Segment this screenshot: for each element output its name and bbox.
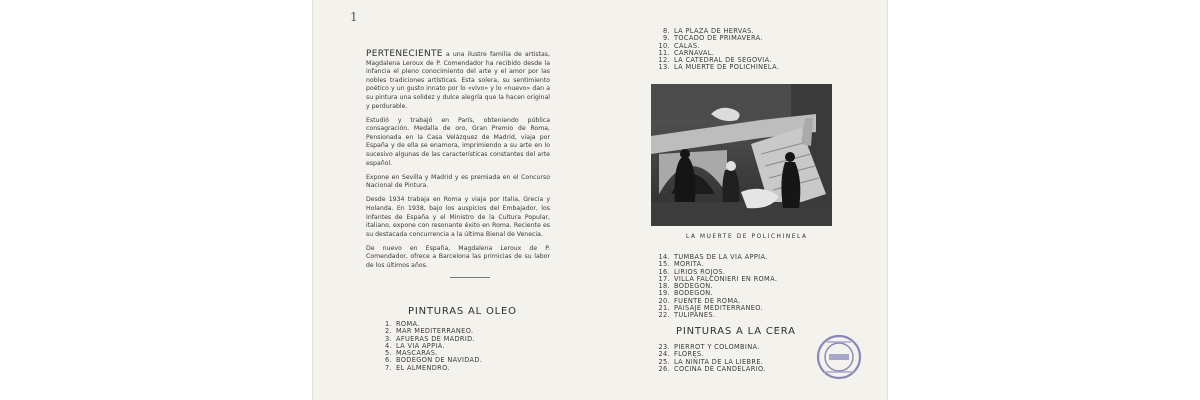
intro-paragraph-1-text: a una ilustre familia de artistas, Magdalena Leroux de P. Comendador ha recibido desde la infancia el pleno conocimiento del arte y el amor por las nobles tradiciones artísticas. Esta solera, su sentimiento poético y un gusto innato por lo «vivo» y lo «nuevo» dan a su pintura una solidez y dulce alegría que la hacen original y perdurable. (366, 51, 550, 110)
item-number: 10. (658, 41, 670, 50)
item-number: 3. (385, 334, 392, 343)
painting-image (651, 84, 832, 226)
item-title: AFUERAS DE MADRID. (396, 334, 476, 343)
item-number: 18. (658, 282, 670, 291)
item-number: 8. (663, 27, 670, 35)
item-number: 17. (658, 274, 670, 283)
intro-paragraph-2: Estudió y trabajó en París, obteniendo pública consagración. Medalla de oro, Gran Premio de Roma, Pensionada en la Casa Velázquez de Madrid, viaja por España y de ella se enamora, imprimiendo a su arte en lo sucesivo algunas de las características constantes del arte español. (366, 116, 550, 167)
item-number: 13. (658, 63, 670, 72)
intro-paragraph-3: Expone en Sevilla y Madrid y es premiada en el Concurso Nacional de Pintura. (366, 173, 550, 190)
item-title: LIRIOS ROJOS. (674, 267, 726, 276)
item-title: TUMBAS DE LA VIA APPIA. (674, 253, 768, 261)
painting-photo (651, 84, 832, 226)
item-title: PAISAJE MEDITERRANEO. (674, 304, 763, 313)
item-title: LA MUERTE DE POLICHINELA. (674, 63, 780, 72)
oleo-list-continued-b (656, 254, 777, 320)
section-heading-cera: PINTURAS A LA CERA (676, 326, 796, 337)
intro-paragraph-5: De nuevo en España, Magdalena Leroux de P. Comendador, ofrece a Barcelona las primicias de su labor de los últimos años. (366, 244, 550, 270)
item-number: 9. (663, 34, 670, 43)
item-number: 4. (385, 341, 392, 350)
painting-list-item (656, 312, 777, 319)
item-title: MASCARAS. (396, 349, 438, 358)
item-title: CARNAVAL. (674, 48, 715, 57)
item-title: CALAS. (674, 41, 700, 50)
item-title: TOCADO DE PRIMAVERA. (674, 34, 763, 43)
item-title: LA VIA APPIA. (396, 341, 445, 350)
item-number: 7. (385, 363, 392, 372)
item-title: FLORES. (674, 350, 704, 359)
intro-dropcap-word: PERTENECIENTE (366, 49, 443, 59)
item-number: 5. (385, 349, 392, 358)
photo-caption: LA MUERTE DE POLICHINELA (686, 234, 808, 240)
item-number: 1. (385, 320, 392, 328)
item-number: 6. (385, 356, 392, 365)
item-number: 14. (658, 253, 670, 261)
library-stamp-icon (815, 333, 863, 381)
item-title: LA CATEDRAL DE SEGOVIA. (674, 56, 772, 65)
intro-paragraph-1 (366, 50, 550, 111)
item-number: 24. (658, 350, 670, 359)
item-title: FUENTE DE ROMA. (674, 296, 741, 305)
cera-list (656, 344, 766, 373)
item-title: LA NIÑITA DE LA LIEBRE. (674, 357, 764, 366)
item-title: COCINA DE CANDELARIO. (674, 364, 766, 373)
painting-list-item (656, 64, 779, 71)
intro-paragraph-4: Desde 1934 trabaja en Roma y viaja por Italia, Grecia y Holanda. En 1938, bajo los auspicios del Embajador, los Infantes de España y el Ministro de la Cultura Popular, italiano, expone con resonante éxito en Roma. Reciente es su destacada concurrencia a la última Bienal de Venecia. (366, 196, 550, 238)
item-title: TULIPANES. (674, 311, 716, 320)
item-title: MORITA. (674, 260, 704, 269)
item-title: BODEGON. (674, 289, 713, 298)
item-title: VILLA FALCONIERI EN ROMA. (674, 274, 778, 283)
oleo-list-continued-a (656, 28, 779, 72)
item-number: 19. (658, 289, 670, 298)
item-title: BODEGON. (674, 282, 713, 291)
item-number: 21. (658, 304, 670, 313)
painting-list-item (378, 365, 482, 372)
item-number: 12. (658, 56, 670, 65)
item-title: MAR MEDITERRANEO. (396, 327, 474, 336)
item-number: 2. (385, 327, 392, 336)
item-number: 23. (658, 343, 670, 351)
divider (450, 277, 490, 278)
item-number: 20. (658, 296, 670, 305)
item-number: 11. (658, 48, 670, 57)
item-number: 22. (658, 311, 670, 320)
painting-list-item (656, 344, 766, 351)
item-number: 16. (658, 267, 670, 276)
item-title: PIERROT Y COLOMBINA. (674, 343, 760, 351)
section-heading-oleo: PINTURAS AL OLEO (408, 306, 517, 317)
oleo-list (378, 321, 482, 372)
page-number: 1 (350, 10, 358, 24)
painting-list-item (656, 366, 766, 373)
item-title: LA PLAZA DE HERVAS. (674, 27, 755, 35)
artist-introduction (366, 50, 550, 278)
item-number: 26. (658, 364, 670, 373)
item-title: BODEGON DE NAVIDAD. (396, 356, 483, 365)
item-title: ROMA. (396, 320, 420, 328)
item-title: EL ALMENDRO. (396, 363, 450, 372)
item-number: 15. (658, 260, 670, 269)
item-number: 25. (658, 357, 670, 366)
